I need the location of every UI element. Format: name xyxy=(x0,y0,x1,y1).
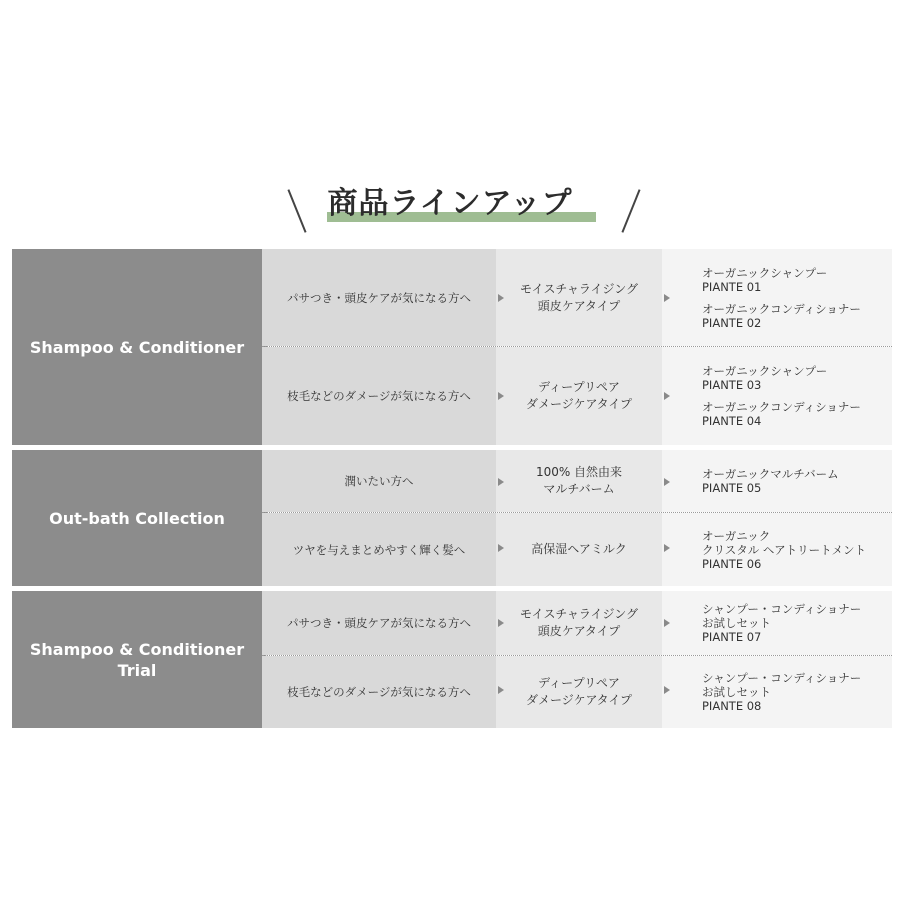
arrow-right-icon xyxy=(498,392,504,400)
product-cell: オーガニック クリスタル ヘアトリートメント PIANTE 06 xyxy=(662,513,892,586)
product-cell: シャンプー・コンディショナー お試しセット PIANTE 07 xyxy=(662,591,892,655)
lineup-block-shampoo-conditioner xyxy=(12,249,892,445)
product-cell: オーガニックシャンプー PIANTE 03 オーガニックコンディショナー PIANTE 04 xyxy=(662,347,892,445)
arrow-right-icon xyxy=(664,478,670,486)
concern-cell: 枝毛などのダメージが気になる方へ xyxy=(262,656,496,728)
product-row xyxy=(262,591,892,655)
product-row xyxy=(262,513,892,586)
product-cell: オーガニックシャンプー PIANTE 01 オーガニックコンディショナー PIANTE 02 xyxy=(662,249,892,346)
product-row xyxy=(262,450,892,512)
lineup-block-out-bath xyxy=(12,450,892,586)
arrow-right-icon xyxy=(498,619,504,627)
type-cell: ディープリペア ダメージケアタイプ xyxy=(496,656,662,728)
category-label: Shampoo & Conditioner xyxy=(12,249,262,445)
page-title: 商品ラインアップ xyxy=(327,186,573,221)
arrow-right-icon xyxy=(498,294,504,302)
type-cell: モイスチャライジング 頭皮ケアタイプ xyxy=(496,249,662,346)
type-cell: 高保湿ヘアミルク xyxy=(496,513,662,586)
concern-cell: ツヤを与えまとめやすく輝く髪へ xyxy=(262,513,496,586)
concern-cell: パサつき・頭皮ケアが気になる方へ xyxy=(262,249,496,346)
arrow-right-icon xyxy=(498,478,504,486)
product-cell: シャンプー・コンディショナー お試しセット PIANTE 08 xyxy=(662,656,892,728)
category-label: Shampoo & Conditioner Trial xyxy=(12,591,262,728)
category-label: Out-bath Collection xyxy=(12,450,262,586)
arrow-right-icon xyxy=(664,619,670,627)
type-cell: ディープリペア ダメージケアタイプ xyxy=(496,347,662,445)
arrow-right-icon xyxy=(498,686,504,694)
section-heading xyxy=(0,180,900,240)
arrow-right-icon xyxy=(498,544,504,552)
product-cell: オーガニックマルチバーム PIANTE 05 xyxy=(662,450,892,512)
concern-cell: 潤いたい方へ xyxy=(262,450,496,512)
concern-cell: パサつき・頭皮ケアが気になる方へ xyxy=(262,591,496,655)
arrow-right-icon xyxy=(664,294,670,302)
product-row xyxy=(262,656,892,728)
type-cell: 100% 自然由来 マルチバーム xyxy=(496,450,662,512)
arrow-right-icon xyxy=(664,686,670,694)
arrow-right-icon xyxy=(664,544,670,552)
product-row xyxy=(262,347,892,445)
arrow-right-icon xyxy=(664,392,670,400)
type-cell: モイスチャライジング 頭皮ケアタイプ xyxy=(496,591,662,655)
concern-cell: 枝毛などのダメージが気になる方へ xyxy=(262,347,496,445)
product-row xyxy=(262,249,892,346)
lineup-block-trial xyxy=(12,591,892,728)
